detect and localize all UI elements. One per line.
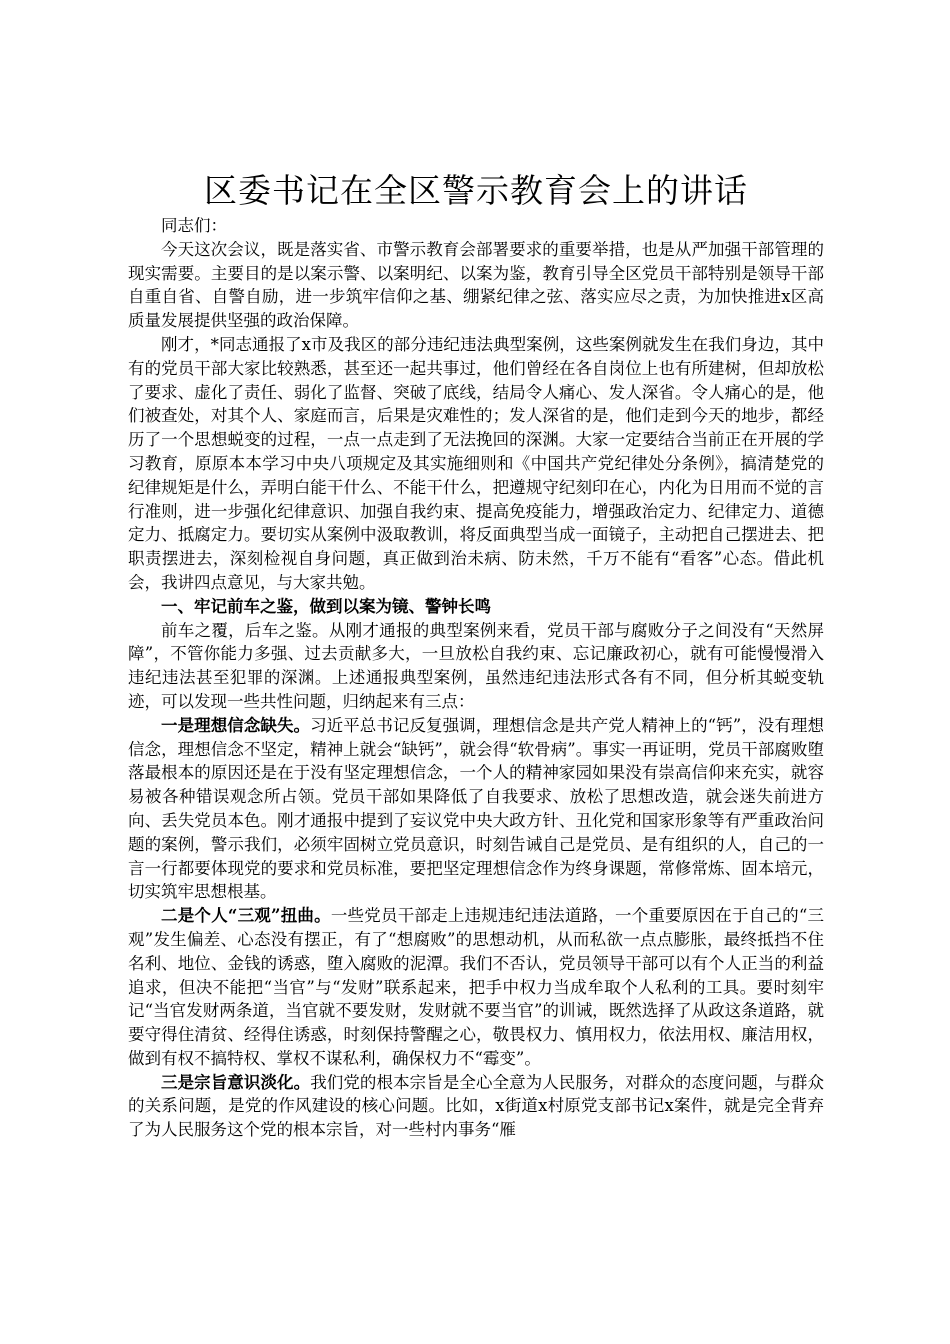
- point-1-paragraph: [128, 714, 824, 904]
- document-title: 区委书记在全区警示教育会上的讲话: [204, 171, 748, 210]
- paragraph-case-briefing: 刚才，*同志通报了x市及我区的部分违纪违法典型案例，这些案例就发生在我们身边，其中有的党员干部大家比较熟悉，甚至还一起共事过，他们曾经在各自岗位上也有所建树，但却放松了要求、虚化了责任、弱化了监督、突破了底线，结局令人痛心、发人深省。令人痛心的是，他们被查处，对其个人、家庭而言，后果是灾难性的；发人深省的是，他们走到今天的地步，都经历了一个思想蜕变的过程，一点一点走到了无法挽回的深渊。大家一定要结合当前正在开展的学习教育，原原本本学习中央八项规定及其实施细则和《中国共产党纪律处分条例》，搞清楚党的纪律规矩是什么，弄明白能干什么、不能干什么，把遵规守纪刻印在心，内化为日用而不觉的言行准则，进一步强化纪律意识、加强自我约束、提高免疫能力，增强政治定力、纪律定力、道德定力、抵腐定力。要切实从案例中汲取教训，将反面典型当成一面镜子，主动把自己摆进去、把职责摆进去，深刻检视自身问题，真正做到治未病、防未然，千万不能有“看客”心态。借此机会，我讲四点意见，与大家共勉。: [128, 334, 824, 592]
- salutation: 同志们：: [161, 216, 227, 235]
- point-1-lead: 一是理想信念缺失。: [161, 715, 311, 735]
- point-1-text: 习近平总书记反复强调，理想信念是共产党人精神上的“钙”，没有理想信念，理想信念不坚定，精神上就会“缺钙”，就会得“软骨病”。事实一再证明，党员干部腐败堕落最根本的原因还是在于没有坚定理想信念，一个人的精神家园如果没有崇高信仰来充实，就容易被各种错误观念所占领。党员干部如果降低了自我要求、放松了思想改造，就会迷失前进方向、丢失党员本色。刚才通报中提到了妄议党中央大政方针、丑化党和国家形象等有严重政治问题的案例，警示我们，必须牢固树立党员意识，时刻告诫自己是党员、是有组织的人，自己的一言一行都要体现党的要求和党员标准，要把坚定理想信念作为终身课题，常修常炼、固本培元，切实筑牢思想根基。: [128, 715, 824, 902]
- point-3-text: 我们党的根本宗旨是全心全意为人民服务，对群众的态度问题，与群众的关系问题，是党的作风建设的核心问题。比如，x街道x村原党支部书记x案件，就是完全背弃了为人民服务这个党的根本宗旨，对一些村内事务“雁: [128, 1072, 825, 1140]
- document-page: [128, 168, 824, 1142]
- section-1-intro: 前车之覆，后车之鉴。从刚才通报的典型案例来看，党员干部与腐败分子之间没有“天然屏障”，不管你能力多强、过去贡献多大，一旦放松自我约束、忘记廉政初心，就有可能慢慢滑入违纪违法甚至犯罪的深渊。上述通报典型案例，虽然违纪违法形式各有不同，但分析其蜕变轨迹，可以发现一些共性问题，归纳起来有三点：: [128, 620, 824, 711]
- paragraph-opening: 今天这次会议，既是落实省、市警示教育会部署要求的重要举措，也是从严加强干部管理的现实需要。主要目的是以案示警、以案明纪、以案为鉴，教育引导全区党员干部特别是领导干部自重自省、自警自励，进一步筑牢信仰之基、绷紧纪律之弦、落实应尽之责，为加快推进x区高质量发展提供坚强的政治保障。: [128, 239, 824, 331]
- point-3-paragraph: [128, 1071, 824, 1142]
- point-3-lead: 三是宗旨意识淡化。: [161, 1072, 311, 1092]
- point-2-text: 一些党员干部走上违规违纪违法道路，一个重要原因在于自己的“三观”发生偏差、心态没有摆正，有了“想腐败”的思想动机，从而私欲一点点膨胀，最终抵挡不住名利、地位、金钱的诱惑，堕入腐败的泥潭。我们不否认，党员领导干部可以有个人正当的利益追求，但决不能把“当官”与“发财”联系起来，把手中权力当成牟取个人私利的工具。要时刻牢记“当官发财两条道，当官就不要发财，发财就不要当官”的训诫，既然选择了从政这条道路，就要守得住清贫、经得住诱惑，时刻保持警醒之心，敬畏权力、慎用权力，依法用权、廉洁用权，做到有权不搞特权、掌权不谋私利，确保权力不“霉变”。: [128, 906, 824, 1068]
- point-2-lead: 二是个人“三观”扭曲。: [161, 906, 331, 926]
- section-heading-1: 一、牢记前车之鉴，做到以案为镜、警钟长鸣: [161, 596, 491, 616]
- point-2-paragraph: [128, 904, 824, 1071]
